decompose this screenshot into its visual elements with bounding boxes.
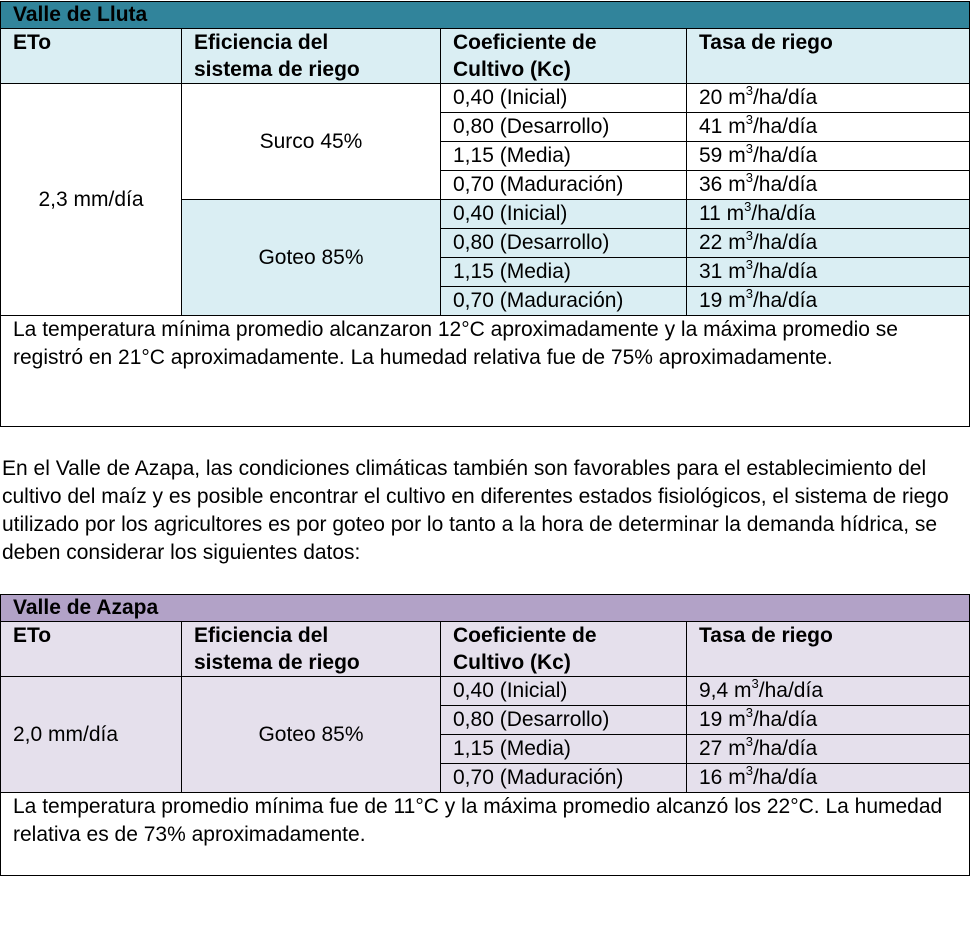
lluta-header-eto: ETo [1, 29, 182, 84]
kc-cell: 0,70 (Maduración) [441, 287, 687, 316]
rate-value: 11 [699, 202, 721, 225]
rate-unit: m [726, 202, 745, 225]
rate-unit: m [728, 737, 746, 760]
kc-cell: 0,40 (Inicial) [441, 84, 687, 113]
lluta-title: Valle de Lluta [1, 2, 970, 29]
rate-unit: /ha/día [758, 679, 824, 702]
rate-unit: /ha/día [751, 202, 816, 225]
header-text: Cultivo (Kc) [453, 651, 571, 674]
rate-unit: m [728, 115, 746, 138]
table-row [1, 677, 970, 706]
lluta-header-kc [441, 29, 687, 84]
azapa-header-rate: Tasa de riego [687, 622, 970, 677]
lluta-note-row [1, 316, 970, 427]
rate-unit-sup: 3 [751, 676, 759, 691]
kc-cell: 0,80 (Desarrollo) [441, 229, 687, 258]
rate-unit: m [728, 86, 746, 109]
kc-cell: 0,70 (Maduración) [441, 764, 687, 793]
kc-cell: 1,15 (Media) [441, 258, 687, 287]
rate-unit-sup: 3 [745, 228, 753, 243]
rate-unit-sup: 3 [745, 170, 753, 185]
header-text: Cultivo (Kc) [453, 58, 571, 81]
kc-cell: 0,70 (Maduración) [441, 171, 687, 200]
rate-unit: m [728, 231, 746, 254]
rate-unit-sup: 3 [745, 734, 753, 749]
rate-cell [687, 142, 970, 171]
lluta-header-row [1, 29, 970, 84]
rate-unit-sup: 3 [745, 83, 753, 98]
rate-unit-sup: 3 [745, 257, 753, 272]
azapa-header-row [1, 622, 970, 677]
rate-unit: /ha/día [752, 144, 818, 167]
rate-unit: /ha/día [752, 289, 818, 312]
lluta-title-row [1, 2, 970, 29]
rate-unit: /ha/día [752, 766, 818, 789]
rate-value: 27 [699, 737, 723, 760]
kc-cell: 1,15 (Media) [441, 735, 687, 764]
rate-cell [687, 171, 970, 200]
lluta-note: La temperatura mínima promedio alcanzaron 12°C aproximadamente y la máxima promedio se registró en 21°C aproximadamente. La humedad relativa fue de 75% aproximadamente. [1, 316, 970, 427]
header-text: sistema de riego [194, 58, 360, 81]
rate-unit: m [728, 289, 746, 312]
rate-value: 31 [699, 260, 723, 283]
rate-unit: /ha/día [752, 173, 818, 196]
rate-cell [687, 735, 970, 764]
rate-unit: /ha/día [752, 115, 818, 138]
azapa-header-eto: ETo [1, 622, 182, 677]
azapa-note-row [1, 793, 970, 876]
rate-unit-sup: 3 [745, 112, 753, 127]
rate-value: 41 [699, 115, 723, 138]
rate-unit: /ha/día [752, 86, 818, 109]
rate-unit: /ha/día [752, 231, 818, 254]
rate-cell [687, 229, 970, 258]
lluta-header-efficiency [182, 29, 441, 84]
rate-unit: m [728, 260, 746, 283]
rate-unit: m [728, 766, 746, 789]
azapa-eto-value: 2,0 mm/día [1, 677, 182, 793]
lluta-system-goteo: Goteo 85% [182, 200, 441, 316]
header-text: Eficiencia del [194, 624, 329, 647]
header-text: sistema de riego [194, 651, 360, 674]
rate-cell [687, 84, 970, 113]
rate-cell [687, 113, 970, 142]
lluta-eto-value: 2,3 mm/día [1, 84, 182, 316]
rate-cell [687, 706, 970, 735]
azapa-intro-paragraph: En el Valle de Azapa, las condiciones climáticas también son favorables para el establecimiento del cultivo del maíz y es posible encontrar el cultivo en diferentes estados fisiológicos, el sistema de riego utilizado por los agricultores es por goteo por lo tanto a la hora de determinar la demanda hídrica, se deben considerar los siguientes datos: [2, 457, 949, 564]
rate-value: 16 [699, 766, 723, 789]
rate-unit-sup: 3 [745, 141, 753, 156]
kc-cell: 1,15 (Media) [441, 142, 687, 171]
rate-value: 20 [699, 86, 723, 109]
rate-value: 19 [699, 708, 723, 731]
rate-unit-sup: 3 [744, 199, 752, 214]
rate-value: 59 [699, 144, 723, 167]
rate-unit: /ha/día [752, 737, 818, 760]
lluta-system-surco: Surco 45% [182, 84, 441, 200]
rate-cell [687, 200, 970, 229]
rate-unit-sup: 3 [745, 763, 753, 778]
kc-cell: 0,80 (Desarrollo) [441, 113, 687, 142]
rate-unit: m [734, 679, 752, 702]
kc-cell: 0,40 (Inicial) [441, 200, 687, 229]
rate-value: 22 [699, 231, 723, 254]
table-row [1, 84, 970, 113]
rate-unit: /ha/día [752, 708, 818, 731]
rate-value: 19 [699, 289, 723, 312]
azapa-title-row [1, 595, 970, 622]
azapa-title: Valle de Azapa [1, 595, 970, 622]
rate-value: 9,4 [699, 679, 729, 702]
azapa-note: La temperatura promedio mínima fue de 11°C y la máxima promedio alcanzó los 22°C. La humedad relativa es de 73% aproximadamente. [1, 793, 970, 876]
header-text: Eficiencia del [194, 31, 329, 54]
rate-cell [687, 764, 970, 793]
lluta-header-rate: Tasa de riego [687, 29, 970, 84]
rate-cell [687, 287, 970, 316]
rate-unit: m [728, 708, 746, 731]
rate-value: 36 [699, 173, 723, 196]
rate-unit-sup: 3 [745, 705, 753, 720]
rate-unit-sup: 3 [745, 286, 753, 301]
lluta-table [0, 1, 970, 427]
header-text: Coeficiente de [453, 31, 597, 54]
rate-cell [687, 677, 970, 706]
rate-cell [687, 258, 970, 287]
rate-unit: m [728, 173, 746, 196]
rate-unit: /ha/día [752, 260, 818, 283]
azapa-table [0, 594, 970, 876]
kc-cell: 0,80 (Desarrollo) [441, 706, 687, 735]
azapa-system-goteo: Goteo 85% [182, 677, 441, 793]
kc-cell: 0,40 (Inicial) [441, 677, 687, 706]
header-text: Coeficiente de [453, 624, 597, 647]
rate-unit: m [728, 144, 746, 167]
azapa-header-efficiency [182, 622, 441, 677]
azapa-header-kc [441, 622, 687, 677]
